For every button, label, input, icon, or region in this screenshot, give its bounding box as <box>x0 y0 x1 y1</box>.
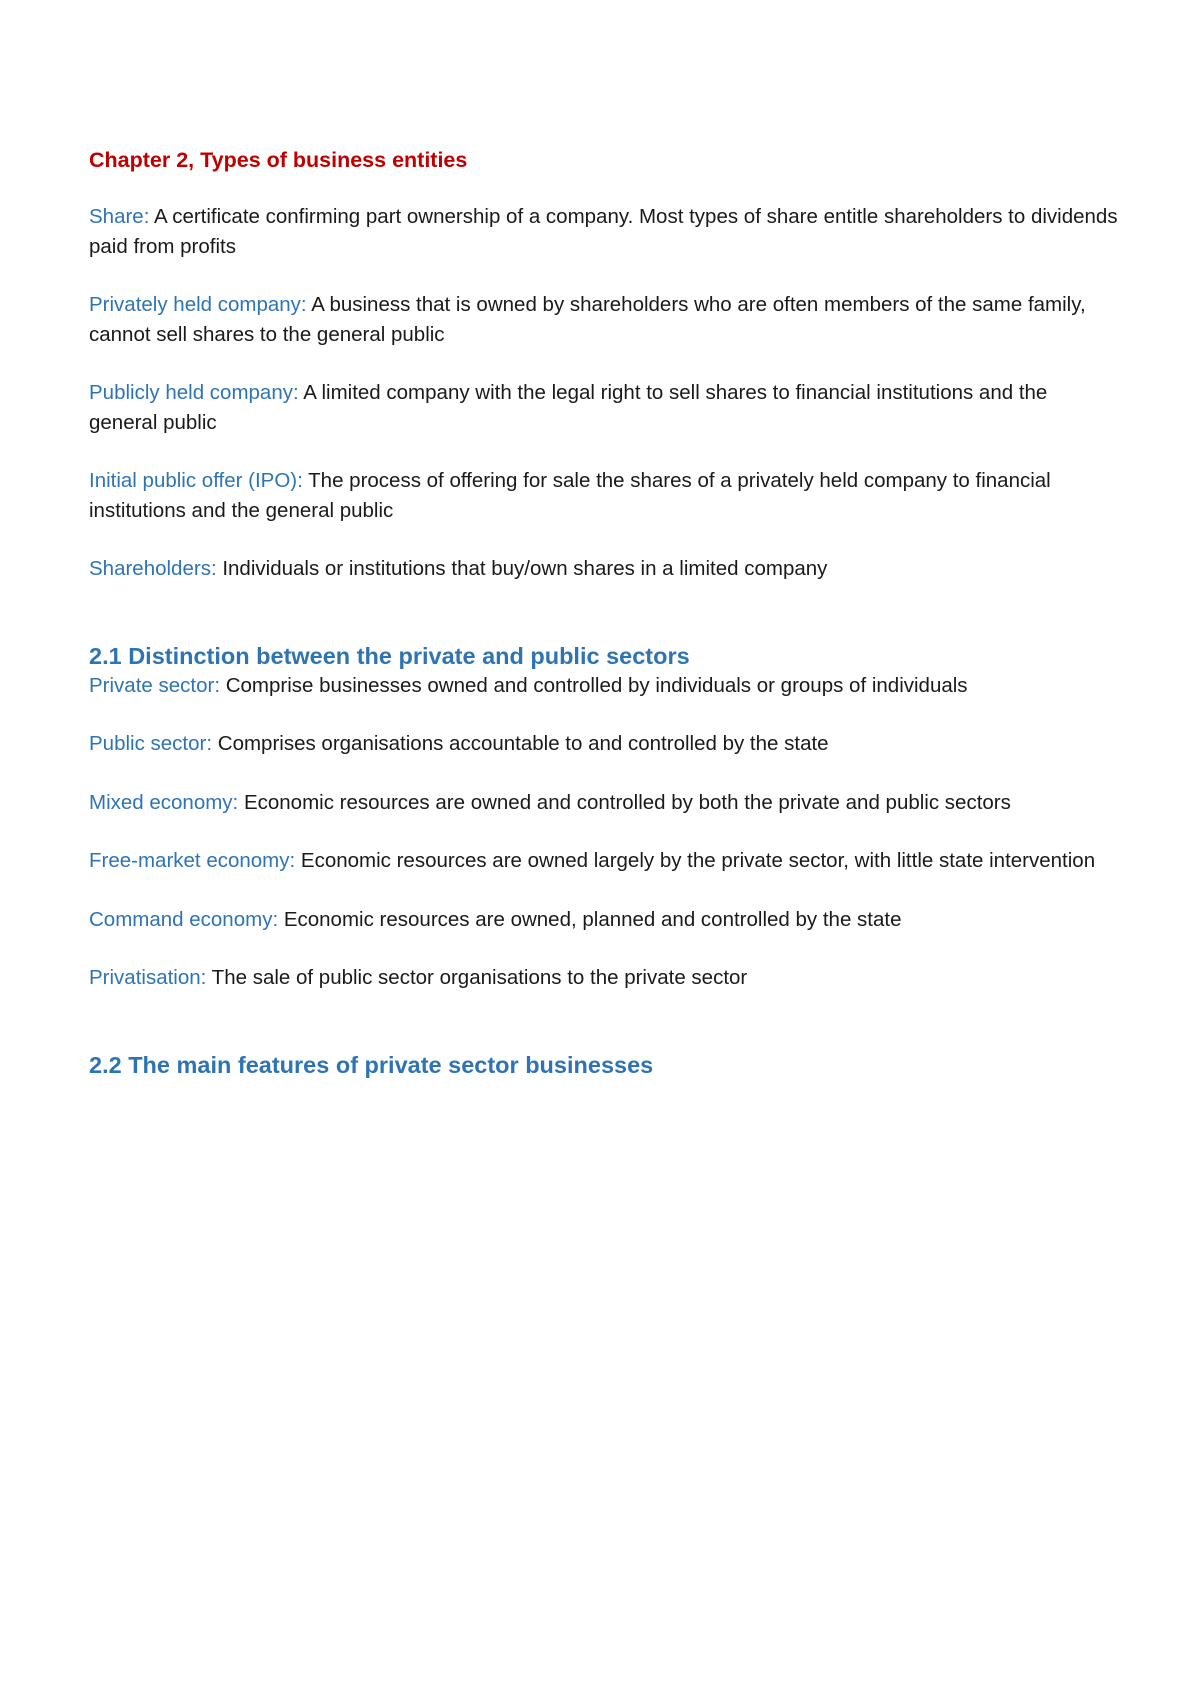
definition-text: Economic resources are owned largely by the private sector, with little state intervention <box>295 849 1096 872</box>
definition-publicly-held-company <box>89 378 1119 437</box>
definition-text: Economic resources are owned, planned and controlled by the state <box>278 907 902 931</box>
definition-command-economy <box>89 905 1119 935</box>
definition-term: Privatisation: <box>89 966 207 989</box>
definition-privatisation <box>89 963 1119 993</box>
definition-term: Publicly held company: <box>89 381 299 404</box>
definition-ipo <box>89 466 1119 525</box>
section-heading-2-2: 2.2 The main features of private sector businesses <box>89 1051 654 1078</box>
definition-mixed-economy <box>89 788 1119 818</box>
definition-text: The process of offering for sale the shares of a privately held company to financial institutions and the general public <box>89 469 1051 522</box>
definition-term: Command economy: <box>89 907 279 931</box>
definition-text: Individuals or institutions that buy/own shares in a limited company <box>216 557 828 580</box>
definition-text: Comprises organisations accountable to and controlled by the state <box>212 732 829 755</box>
document-page <box>89 145 1119 1080</box>
definition-privately-held-company <box>89 290 1119 349</box>
definition-term: Free-market economy: <box>89 849 296 872</box>
section-heading-2-1: 2.1 Distinction between the private and public sectors <box>89 642 690 669</box>
definition-text: A limited company with the legal right to sell shares to financial institutions and the general public <box>89 381 1048 434</box>
definition-text: A certificate confirming part ownership of a company. Most types of share entitle shareholders to dividends paid from profits <box>89 205 1118 258</box>
definition-term: Share: <box>89 205 150 228</box>
definition-term: Mixed economy: <box>89 790 239 814</box>
definition-term: Public sector: <box>89 732 213 755</box>
definition-term: Private sector: <box>89 673 221 697</box>
definition-shareholders <box>89 554 1119 584</box>
definition-public-sector <box>89 729 1119 759</box>
definition-text: The sale of public sector organisations to the private sector <box>206 966 748 989</box>
definition-text: A business that is owned by shareholders who are often members of the same family, cannot sell shares to the general public <box>89 293 1086 346</box>
definition-text: Economic resources are owned and controlled by both the private and public sectors <box>238 790 1011 814</box>
definition-term: Initial public offer (IPO): <box>89 469 303 492</box>
definition-private-sector <box>89 671 1119 701</box>
definition-term: Privately held company: <box>89 293 307 316</box>
definition-share <box>89 202 1119 261</box>
definition-free-market-economy <box>89 846 1119 876</box>
definition-text: Comprise businesses owned and controlled by individuals or groups of individuals <box>220 673 968 697</box>
definition-term: Shareholders: <box>89 557 217 580</box>
chapter-title: Chapter 2, Types of business entities <box>89 148 468 172</box>
